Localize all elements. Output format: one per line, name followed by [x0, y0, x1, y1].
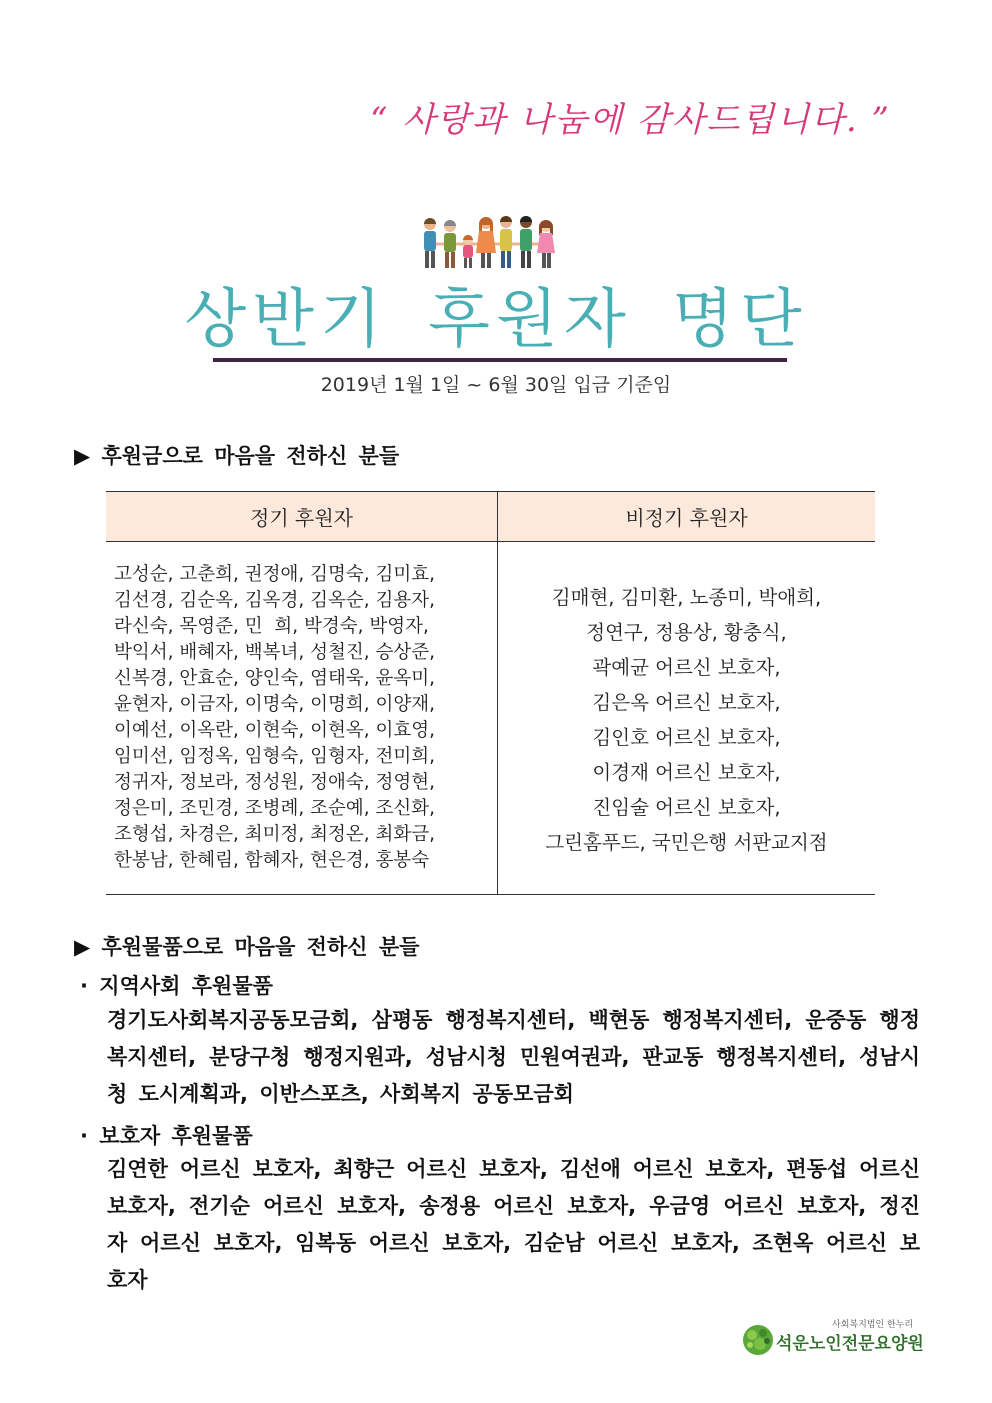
regular-donors-line: 임미선, 임정옥, 임형숙, 임형자, 전미희,: [114, 746, 435, 767]
donor-table: [106, 491, 875, 895]
person-figure-3: [463, 235, 473, 268]
regular-donors-line: 한봉남, 한혜림, 함혜자, 현은경, 홍봉숙: [114, 850, 430, 871]
person-figure-6: [520, 216, 532, 268]
irregular-donors-line: 진임술 어르신 보호자,: [592, 796, 781, 819]
person-figure-1: [424, 218, 436, 268]
regular-donors-list: [114, 562, 497, 874]
guardian-goods-heading: · 보호자 후원물품: [80, 1124, 253, 1148]
regular-donors-line: 조형섭, 차경은, 최미정, 최정온, 최화금,: [114, 824, 435, 845]
regular-donors-cell: [106, 542, 498, 895]
regular-donors-line: 신복경, 안효순, 양인숙, 염태욱, 윤옥미,: [114, 668, 435, 689]
person-figure-2: [444, 220, 456, 268]
regular-donors-line: 고성순, 고춘희, 권정애, 김명숙, 김미효,: [114, 564, 435, 585]
donor-table-body-row: [106, 542, 875, 895]
organization-name: 석운노인전문요양원: [776, 1334, 924, 1354]
regular-donors-line: 박익서, 배혜자, 백복녀, 성철진, 승상준,: [114, 642, 435, 663]
regular-donors-line: 이예선, 이옥란, 이현숙, 이현옥, 이효영,: [114, 720, 435, 741]
organization-type-label: 사회복지법인 한누리: [832, 1320, 914, 1330]
irregular-donors-line: 정연구, 정용상, 황충식,: [586, 621, 787, 644]
irregular-donors-cell: [498, 542, 876, 895]
person-figure-4: [476, 217, 496, 268]
goods-donors-heading: ▶ 후원물품으로 마음을 전하신 분들: [74, 935, 420, 959]
irregular-donors-line: 곽예균 어르신 보호자,: [592, 656, 781, 679]
donor-table-header-row: [106, 492, 875, 542]
person-figure-7: [537, 220, 555, 268]
page-title: 상반기 후원자 명단: [184, 283, 808, 357]
regular-donors-line: 김선경, 김순옥, 김옥경, 김옥순, 김용자,: [114, 590, 435, 611]
person-figure-5: [500, 216, 512, 268]
guardian-goods-donors: 김연한 어르신 보호자, 최향근 어르신 보호자, 김선애 어르신 보호자, 편동섭 어르신 보호자, 전기순 어르신 보호자, 송정용 어르신 보호자, 우금영 어르신 보호자, 정진자 어르신 보호자, 임복동 어르신 보호자, 김순남 어르신 보호자, 조현옥 어르신 보호자: [107, 1157, 920, 1292]
regular-donors-line: 정은미, 조민경, 조병례, 조순예, 조신화,: [114, 798, 435, 819]
irregular-donors-list: [498, 580, 875, 860]
irregular-donors-header: 비정기 후원자: [498, 492, 876, 542]
irregular-donors-line: 그린홈푸드, 국민은행 서판교지점: [545, 831, 828, 854]
title-divider: [213, 358, 787, 362]
thank-you-quote: “ 사랑과 나눔에 감사드립니다. ”: [370, 100, 891, 140]
regular-donors-line: 라신숙, 목영준, 민 희, 박경숙, 박영자,: [114, 616, 429, 637]
date-basis-note: 2019년 1월 1일 ~ 6월 30일 입금 기준임: [320, 374, 672, 396]
logo-emblem-icon: [743, 1325, 773, 1355]
regular-donors-line: 윤현자, 이금자, 이명숙, 이명희, 이양재,: [114, 694, 435, 715]
regular-donors-line: 정귀자, 정보라, 정성원, 정애숙, 정영현,: [114, 772, 435, 793]
irregular-donors-line: 김인호 어르신 보호자,: [592, 726, 781, 749]
community-goods-heading: · 지역사회 후원물품: [80, 974, 273, 998]
community-goods-donors: 경기도사회복지공동모금회, 삼평동 행정복지센터, 백현동 행정복지센터, 운중동 행정복지센터, 분당구청 행정지원과, 성남시청 민원여권과, 판교동 행정복지센터, 성남시청 도시계획과, 이반스포츠, 사회복지 공동모금회: [107, 1008, 920, 1106]
people-holding-hands-illustration: [418, 214, 558, 270]
irregular-donors-line: 김은옥 어르신 보호자,: [592, 691, 781, 714]
money-donors-heading: ▶ 후원금으로 마음을 전하신 분들: [74, 444, 400, 468]
irregular-donors-line: 김매현, 김미환, 노종미, 박애희,: [551, 586, 822, 609]
irregular-donors-line: 이경재 어르신 보호자,: [592, 761, 781, 784]
regular-donors-header: 정기 후원자: [106, 492, 498, 542]
